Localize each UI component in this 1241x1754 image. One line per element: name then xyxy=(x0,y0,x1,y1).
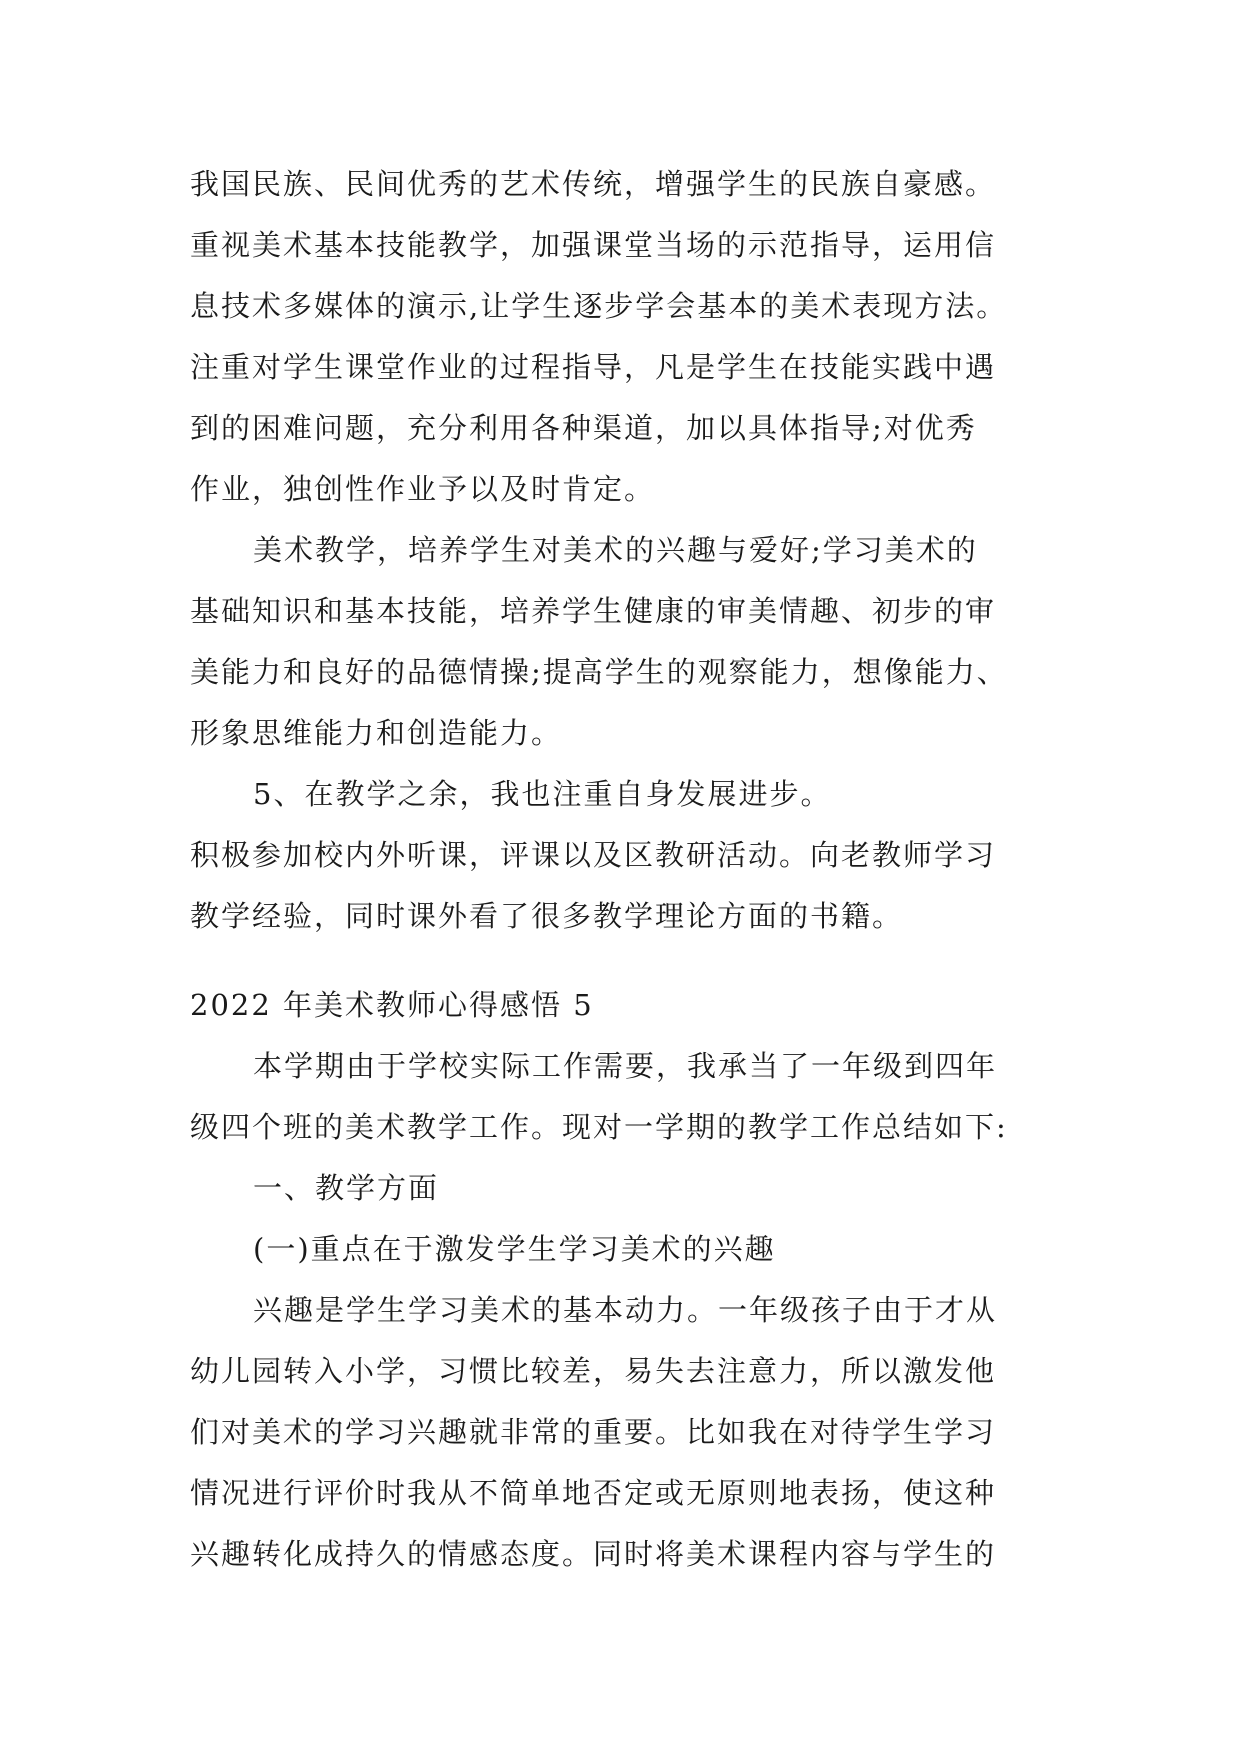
text-line: 们对美术的学习兴趣就非常的重要。比如我在对待学生学习 xyxy=(190,1415,997,1449)
text-line: 幼儿园转入小学，习惯比较差，易失去注意力，所以激发他 xyxy=(190,1354,997,1388)
paragraph-first-line: 美术教学，培养学生对美术的兴趣与爱好;学习美术的 xyxy=(253,533,978,567)
paragraph-first-line: 兴趣是学生学习美术的基本动力。一年级孩子由于才从 xyxy=(253,1293,998,1327)
subheading: (一)重点在于激发学生学习美术的兴趣 xyxy=(253,1232,776,1266)
text-line: 美能力和良好的品德情操;提高学生的观察能力，想像能力、 xyxy=(190,655,1008,689)
paragraph-first-line: 本学期由于学校实际工作需要，我承当了一年级到四年 xyxy=(253,1049,998,1083)
paragraph-first-line: 5、在教学之余，我也注重自身发展进步。 xyxy=(253,777,832,811)
text-line: 兴趣转化成持久的情感态度。同时将美术课程内容与学生的 xyxy=(190,1537,997,1571)
text-line: 教学经验，同时课外看了很多教学理论方面的书籍。 xyxy=(190,899,904,933)
text-line: 息技术多媒体的演示,让学生逐步学会基本的美术表现方法。 xyxy=(190,289,1008,323)
section-heading: 2022 年美术教师心得感悟 5 xyxy=(190,988,594,1022)
text-line: 形象思维能力和创造能力。 xyxy=(190,716,563,750)
text-line: 我国民族、民间优秀的艺术传统，增强学生的民族自豪感。 xyxy=(190,167,997,201)
text-line: 积极参加校内外听课，评课以及区教研活动。向老教师学习 xyxy=(190,838,997,872)
text-line: 重视美术基本技能教学，加强课堂当场的示范指导，运用信 xyxy=(190,228,997,262)
text-line: 级四个班的美术教学工作。现对一学期的教学工作总结如下: xyxy=(190,1110,1008,1144)
text-line: 基础知识和基本技能，培养学生健康的审美情趣、初步的审 xyxy=(190,594,997,628)
text-line: 注重对学生课堂作业的过程指导，凡是学生在技能实践中遇 xyxy=(190,350,997,384)
subheading: 一、教学方面 xyxy=(253,1171,440,1205)
text-line: 作业，独创性作业予以及时肯定。 xyxy=(190,472,656,506)
text-line: 情况进行评价时我从不简单地否定或无原则地表扬，使这种 xyxy=(190,1476,997,1510)
text-line: 到的困难问题，充分利用各种渠道，加以具体指导;对优秀 xyxy=(190,411,977,445)
